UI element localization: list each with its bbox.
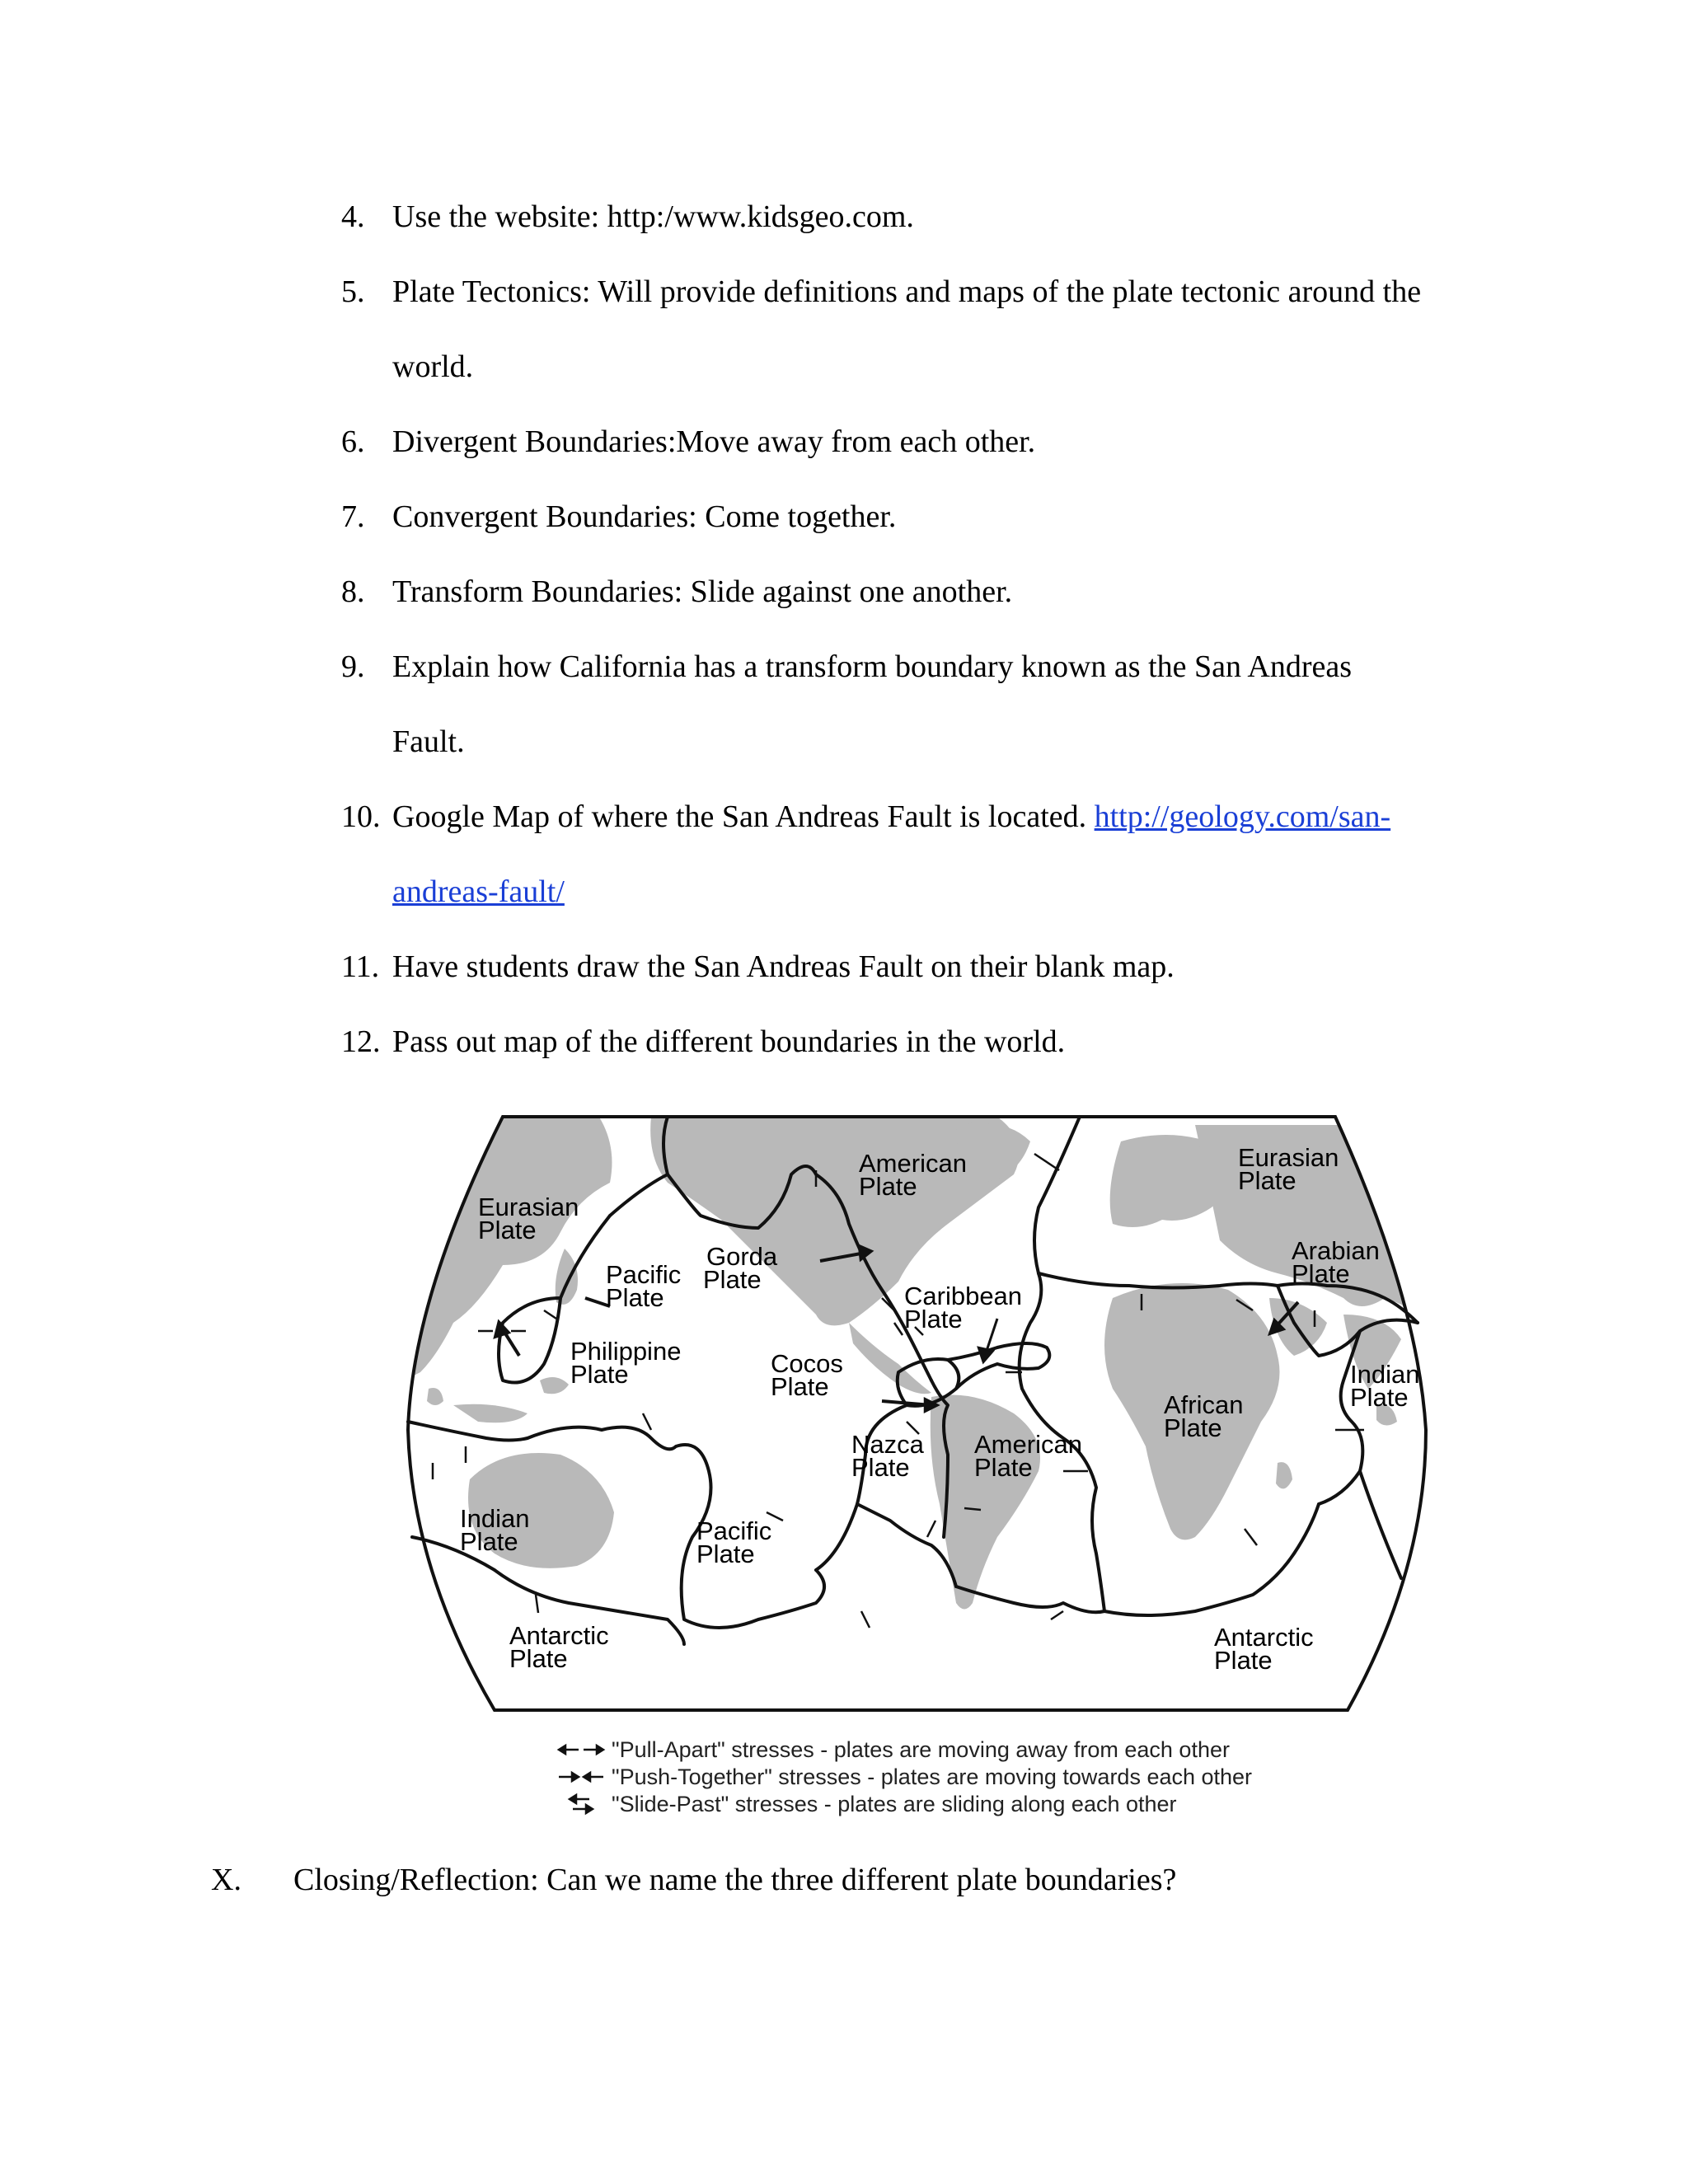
item-number: 9. <box>341 649 365 684</box>
label-pacific-main: Pacific Plate <box>696 1516 772 1568</box>
geology-link-continued[interactable]: andreas-fault/ <box>392 874 565 909</box>
label-indian-right: Indian Plate <box>1350 1360 1420 1412</box>
label-cocos: Cocos Plate <box>771 1349 843 1401</box>
item-number: 6. <box>341 424 365 459</box>
item-number: 12. <box>341 1024 381 1059</box>
label-american-south: American Plate <box>974 1430 1082 1482</box>
item-number: 4. <box>341 199 365 234</box>
item-text: Have students draw the San Andreas Fault on their blank map. <box>392 949 1175 984</box>
label-gorda: Gorda Plate <box>703 1242 778 1294</box>
label-nazca: Nazca Plate <box>851 1430 924 1482</box>
label-antarctic-right: Antarctic Plate <box>1214 1623 1314 1675</box>
label-american-north: American Plate <box>859 1149 967 1201</box>
legend-pull-apart: "Pull-Apart" stresses - plates are moving away from each other <box>612 1737 1230 1762</box>
item-number: 5. <box>341 274 365 309</box>
section-label: X. <box>211 1863 241 1897</box>
label-caribbean: Caribbean Plate <box>904 1282 1023 1333</box>
label-philippine: Philippine Plate <box>570 1337 682 1389</box>
label-indian-left: Indian Plate <box>460 1504 530 1556</box>
item-text: Pass out map of the different boundaries in the world. <box>392 1024 1066 1059</box>
geology-link[interactable]: http://geology.com/san- <box>1094 799 1391 834</box>
label-eurasian-left: Eurasian Plate <box>478 1193 579 1244</box>
item-text: Fault. <box>392 724 465 759</box>
slide-past-icon <box>570 1795 593 1813</box>
label-antarctic-left: Antarctic Plate <box>509 1621 609 1673</box>
label-eurasian-right: Eurasian Plate <box>1238 1143 1339 1195</box>
item-text: Transform Boundaries: Slide against one another. <box>392 574 1013 609</box>
plate-boundaries-map-figure <box>404 1108 1434 1834</box>
item-number: 10. <box>341 799 381 834</box>
item-number: 11. <box>341 949 380 984</box>
legend-slide-past: "Slide-Past" stresses - plates are sliding along each other <box>612 1792 1177 1816</box>
item-number: 7. <box>341 499 365 534</box>
label-pacific-top: Pacific Plate <box>606 1260 682 1312</box>
item-text <box>392 873 565 911</box>
item-text: Explain how California has a transform boundary known as the San Andreas <box>392 649 1353 684</box>
push-together-icon <box>559 1773 603 1781</box>
item-text <box>392 798 1390 836</box>
plate-boundaries-map <box>404 1108 1434 1834</box>
item-text: Divergent Boundaries:Move away from each other. <box>392 424 1036 459</box>
label-arabian: Arabian Plate <box>1292 1236 1380 1288</box>
item-text: Convergent Boundaries: Come together. <box>392 499 897 534</box>
item-text: world. <box>392 349 474 384</box>
closing-question: Closing/Reflection: Can we name the three different plate boundaries? <box>293 1863 1177 1897</box>
item-text: Plate Tectonics: Will provide definitions and maps of the plate tectonic around the <box>392 274 1422 309</box>
item-text: Use the website: http:/www.kidsgeo.com. <box>392 199 914 234</box>
map-legend <box>559 1737 1252 1816</box>
pull-apart-icon <box>559 1746 603 1754</box>
legend-push-together: "Push-Together" stresses - plates are moving towards each other <box>612 1765 1253 1789</box>
item-text-plain: Google Map of where the San Andreas Fault is located. <box>392 799 1087 834</box>
label-african: African Plate <box>1164 1390 1244 1442</box>
item-number: 8. <box>341 574 365 609</box>
